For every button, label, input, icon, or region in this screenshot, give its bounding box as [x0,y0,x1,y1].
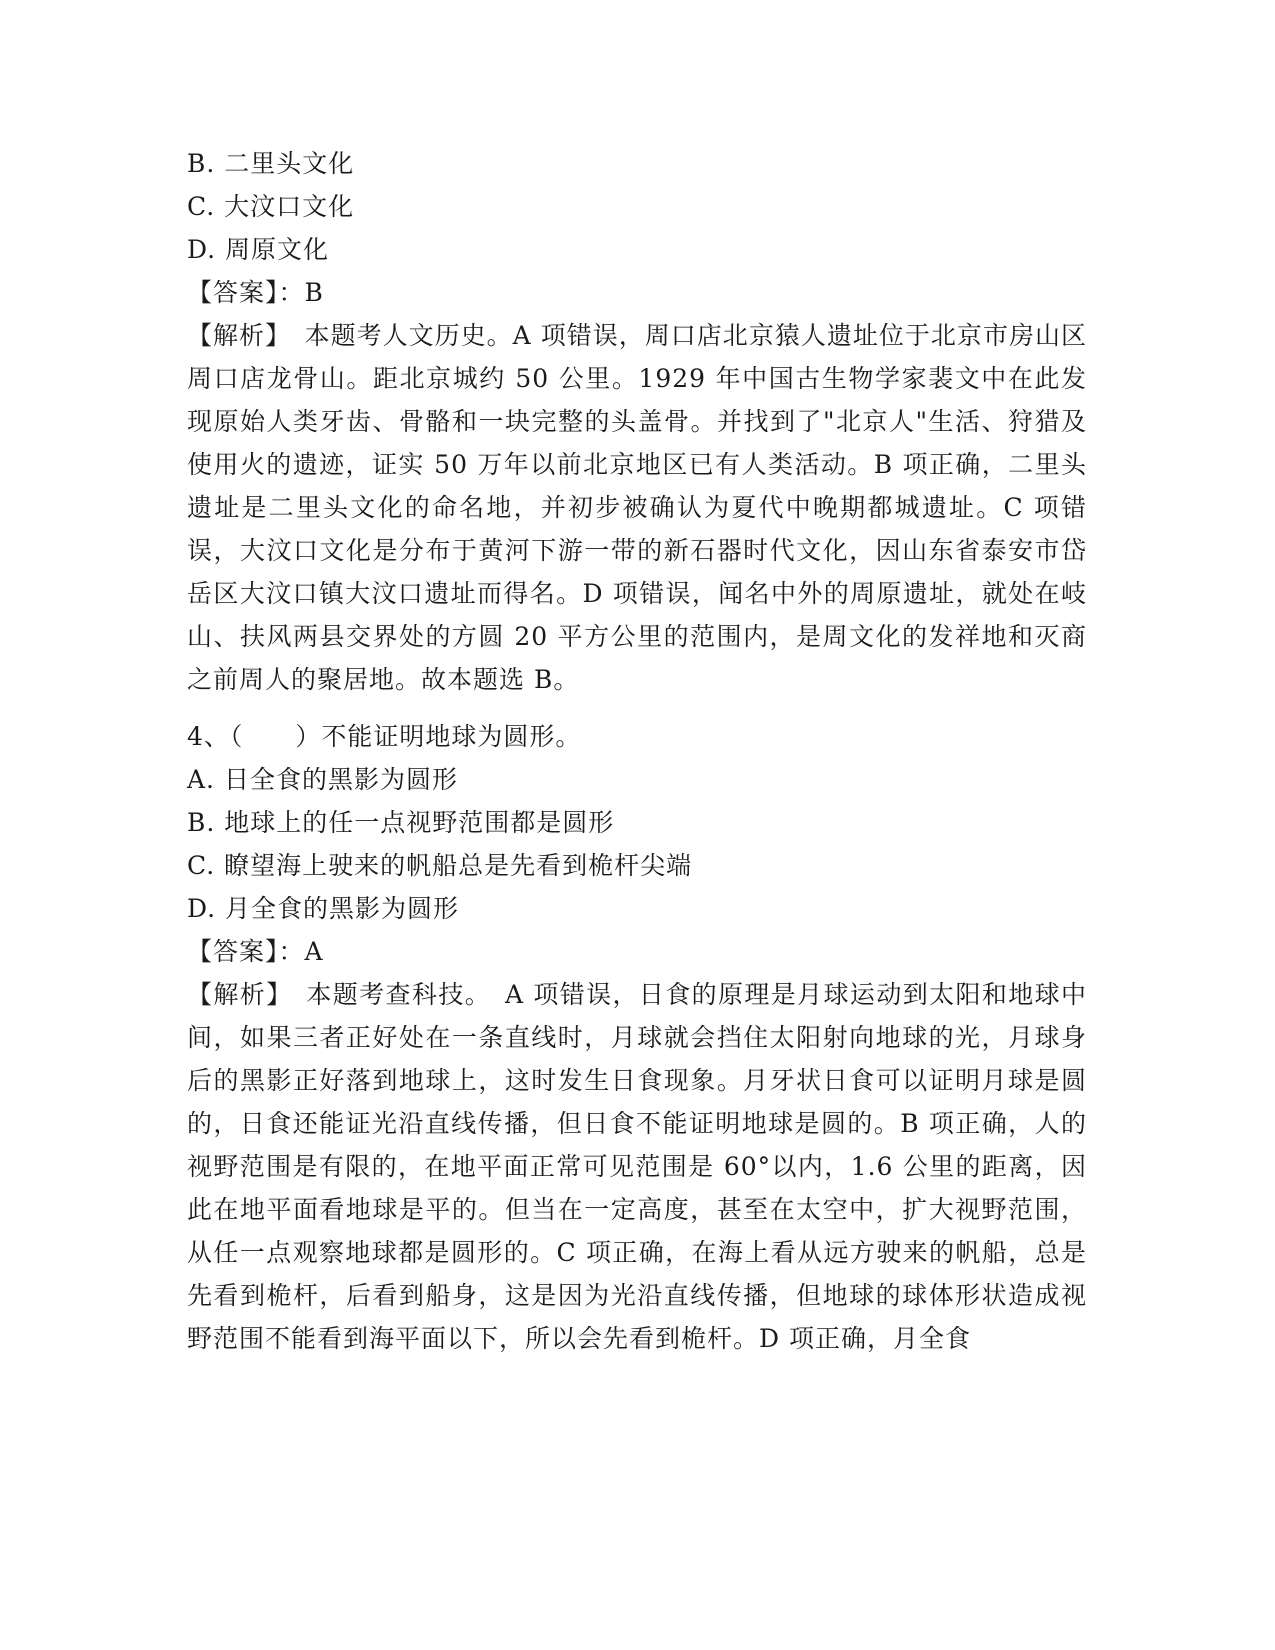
option-c: C. 大汶口文化 [187,192,355,221]
option-a: A. 日全食的黑影为圆形 [187,765,458,794]
option-d: D. 月全食的黑影为圆形 [187,894,460,923]
option-b: B. 二里头文化 [187,149,355,178]
answer-label: 【答案】：B [187,278,324,307]
analysis-paragraph: 【解析】 本题考人文历史。A 项错误，周口店北京猿人遗址位于北京市房山区周口店龙骨山。距北京城约 50 公里。1929 年中国古生物学家裴文中在此发现原始人类牙齿、骨骼和一块完整的头盖骨。并找到了"北京人"生活、狩猎及使用火的遗迹，证实 50 万年以前北京地区已有人类活动。B 项正确，二里头遗址是二里头文化的命名地，并初步被确认为夏代中晚期都城遗址。C 项错误，大汶口文化是分布于黄河下游一带的新石器时代文化，因山东省泰安市岱岳区大汶口镇大汶口遗址而得名。D 项错误，闻名中外的周原遗址，就处在岐山、扶风两县交界处的方圆 20 平方公里的范围内，是周文化的发祥地和灭商之前周人的聚居地。故本题选 B。 [187,321,1087,694]
option-d: D. 周原文化 [187,235,330,264]
answer-label: 【答案】：A [187,937,324,966]
option-b: B. 地球上的任一点视野范围都是圆形 [187,808,615,837]
question-spacer [187,701,1087,715]
analysis-paragraph: 【解析】 本题考查科技。 A 项错误，日食的原理是月球运动到太阳和地球中间，如果三者正好处在一条直线时，月球就会挡住太阳射向地球的光，月球身后的黑影正好落到地球上，这时发生日食现象。月牙状日食可以证明月球是圆的，日食还能证光沿直线传播，但日食不能证明地球是圆的。B 项正确，人的视野范围是有限的，在地平面正常可见范围是 60°以内，1.6 公里的距离，因此在地平面看地球是平的。但当在一定高度，甚至在太空中，扩大视野范围，从任一点观察地球都是圆形的。C 项正确，在海上看从远方驶来的帆船，总是先看到桅杆，后看到船身，这是因为光沿直线传播，但地球的球体形状造成视野范围不能看到海平面以下，所以会先看到桅杆。D 项正确，月全食 [187,980,1087,1353]
question-4-stem: 4、（ ）不能证明地球为圆形。 [187,722,582,751]
option-c: C. 瞭望海上驶来的帆船总是先看到桅杆尖端 [187,851,693,880]
question-content [187,142,1087,1360]
